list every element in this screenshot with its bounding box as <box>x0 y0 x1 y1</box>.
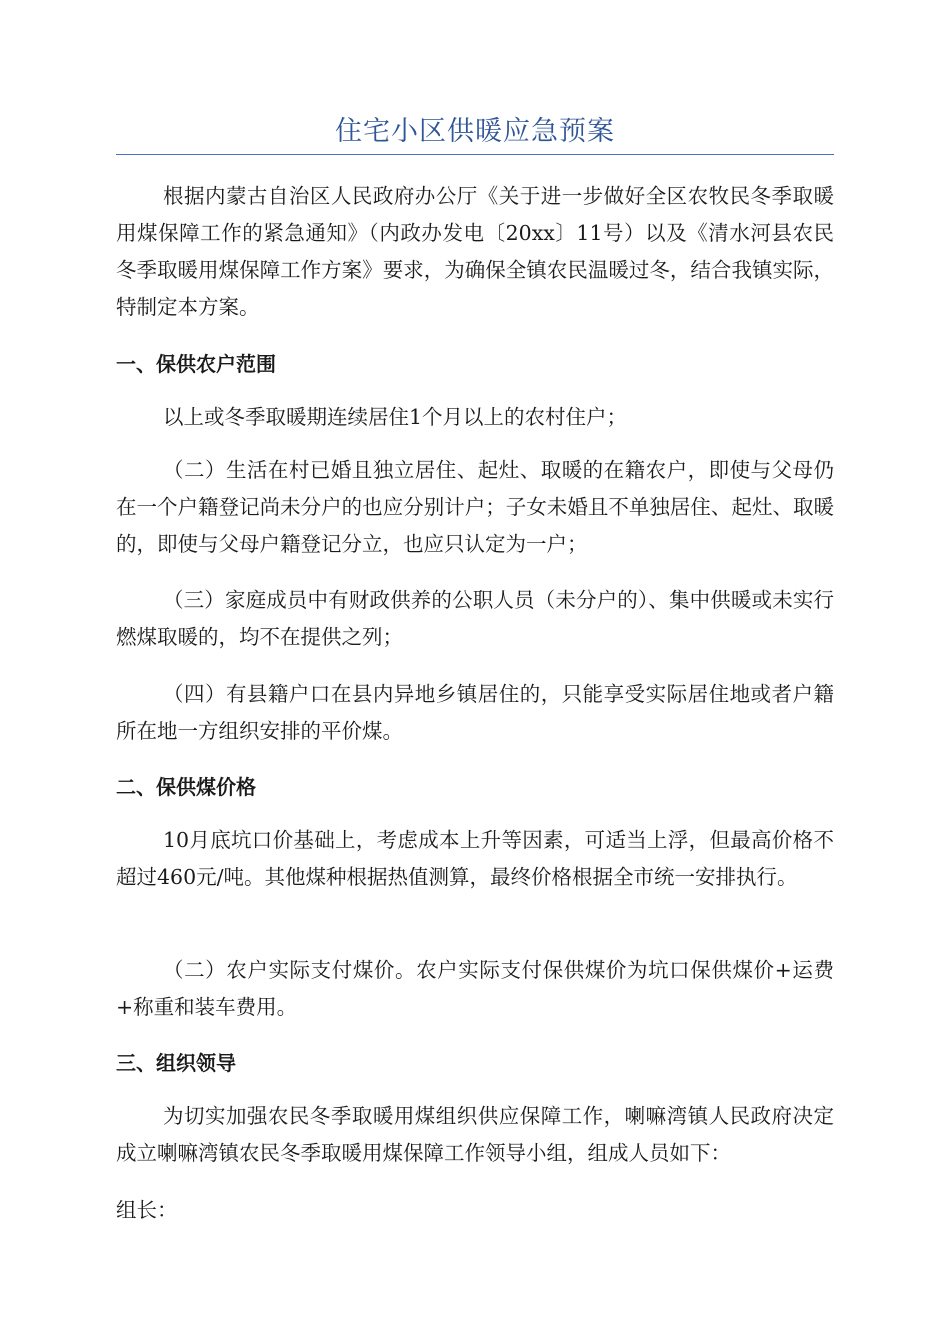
section-2-heading-block <box>116 772 834 802</box>
intro-block <box>116 178 834 326</box>
section-heading: 三、组织领导 <box>116 1051 236 1075</box>
section-paragraph: 以上或冬季取暖期连续居住1个月以上的农村住户； <box>163 405 628 429</box>
section-paragraph: 为切实加强农民冬季取暖用煤组织供应保障工作，喇嘛湾镇人民政府决定成立喇嘛湾镇农民冬季取暖用煤保障工作领导小组，组成人员如下： <box>116 1104 834 1165</box>
section-3-heading-block <box>116 1048 834 1078</box>
section-heading: 二、保供煤价格 <box>116 775 256 799</box>
section-1-para-1-block <box>116 399 834 436</box>
section-3-para-1-block <box>116 1098 834 1172</box>
section-paragraph: （二）农户实际支付煤价。农户实际支付保供煤价为坑口保供煤价+运费+称重和装车费用。 <box>116 958 834 1019</box>
title-underline <box>116 154 834 155</box>
document-title: 住宅小区供暖应急预案 <box>335 116 615 147</box>
section-paragraph: （四）有县籍户口在县内异地乡镇居住的，只能享受实际居住地或者户籍所在地一方组织安排的平价煤。 <box>116 682 834 743</box>
section-paragraph: 10月底坑口价基础上，考虑成本上升等因素，可适当上浮，但最高价格不超过460元/吨。其他煤种根据热值测算，最终价格根据全市统一安排执行。 <box>116 828 834 889</box>
section-2-para-1-block <box>116 822 834 896</box>
group-leader-label: 组长： <box>116 1198 178 1222</box>
section-paragraph: （二）生活在村已婚且独立居住、起灶、取暖的在籍农户，即使与父母仍在一个户籍登记尚未分户的也应分别计户；子女未婚且不单独居住、起灶、取暖的，即使与父母户籍登记分立，也应只认定为一户； <box>116 458 834 556</box>
section-1-para-2-block <box>116 452 834 563</box>
section-1-heading-block <box>116 349 834 379</box>
last-line-block <box>116 1192 834 1229</box>
section-2-para-2-block <box>116 952 834 1026</box>
section-1-para-3-block <box>116 582 834 656</box>
intro-paragraph: 根据内蒙古自治区人民政府办公厅《关于进一步做好全区农牧民冬季取暖用煤保障工作的紧急通知》（内政办发电〔20xx〕11号）以及《清水河县农民冬季取暖用煤保障工作方案》要求，为确保全镇农民温暖过冬，结合我镇实际，特制定本方案。 <box>116 184 834 319</box>
section-paragraph: （三）家庭成员中有财政供养的公职人员（未分户的）、集中供暖或未实行燃煤取暖的，均不在提供之列； <box>116 588 834 649</box>
section-heading: 一、保供农户范围 <box>116 352 276 376</box>
section-1-para-4-block <box>116 676 834 750</box>
